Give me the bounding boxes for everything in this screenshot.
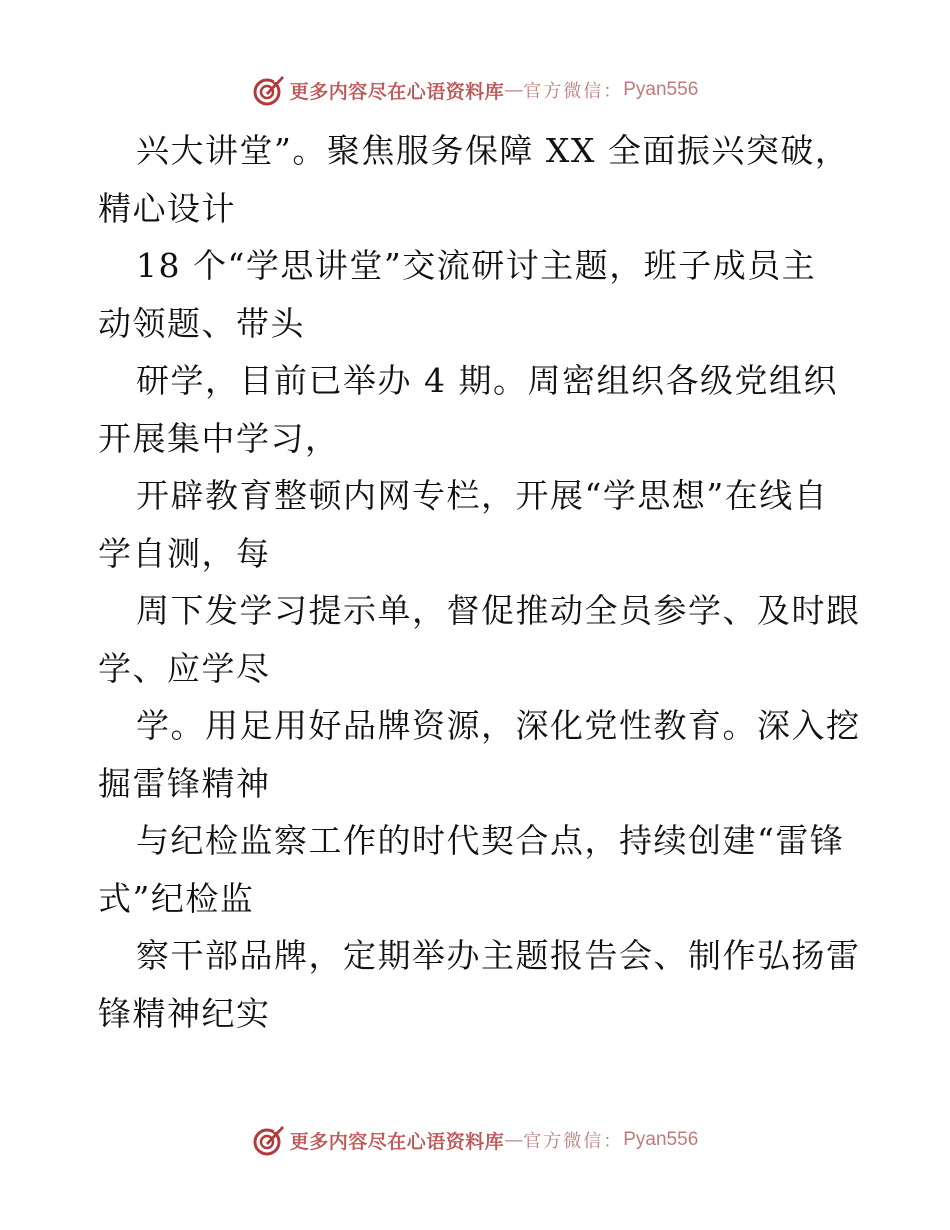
body-line: 掘雷锋精神 <box>98 763 271 803</box>
body-line: 学自测，每 <box>98 533 271 573</box>
body-line: 学。用足用好品牌资源，深化党性教育。深入挖 <box>136 706 861 745</box>
header-wechat-account: Pyan556 <box>623 79 699 100</box>
footer-watermark-banner <box>0 1120 950 1160</box>
body-line: 兴大讲堂”。聚焦服务保障 XX 全面振兴突破， <box>136 131 850 170</box>
body-line: 与纪检监察工作的时代契合点，持续创建“雷锋 <box>136 821 845 860</box>
footer-wechat-label: 官方微信： <box>523 1131 624 1152</box>
body-line: 开辟教育整顿内网专栏，开展“学思想”在线自 <box>136 476 829 515</box>
body-line: 学、应学尽 <box>98 648 271 688</box>
body-line: 动领题、带头 <box>98 303 305 343</box>
body-line: 周下发学习提示单，督促推动全员参学、及时跟 <box>136 591 861 630</box>
header-wechat-label: 官方微信： <box>523 81 624 102</box>
footer-wechat-account: Pyan556 <box>623 1129 699 1150</box>
body-line: 研学，目前已举办 4 期。周密组织各级党组织 <box>136 361 838 400</box>
footer-separator: — <box>504 1129 524 1151</box>
footer-brand-text: 更多内容尽在心语资料库 <box>289 1130 505 1153</box>
body-line: 开展集中学习， <box>98 418 340 458</box>
quill-logo-icon <box>252 1123 286 1157</box>
body-line: 18 个“学思讲堂”交流研讨主题，班子成员主 <box>136 246 817 285</box>
document-body <box>98 122 861 1042</box>
body-line: 察干部品牌，定期举办主题报告会、制作弘扬雷 <box>136 936 861 975</box>
header-separator: — <box>504 79 524 101</box>
body-line: 精心设计 <box>98 188 236 228</box>
body-line: 锋精神纪实 <box>98 993 271 1033</box>
header-brand-text: 更多内容尽在心语资料库 <box>289 80 505 103</box>
body-line: 式”纪检监 <box>98 878 255 918</box>
quill-logo-icon <box>252 73 286 107</box>
header-watermark-banner <box>0 70 950 110</box>
